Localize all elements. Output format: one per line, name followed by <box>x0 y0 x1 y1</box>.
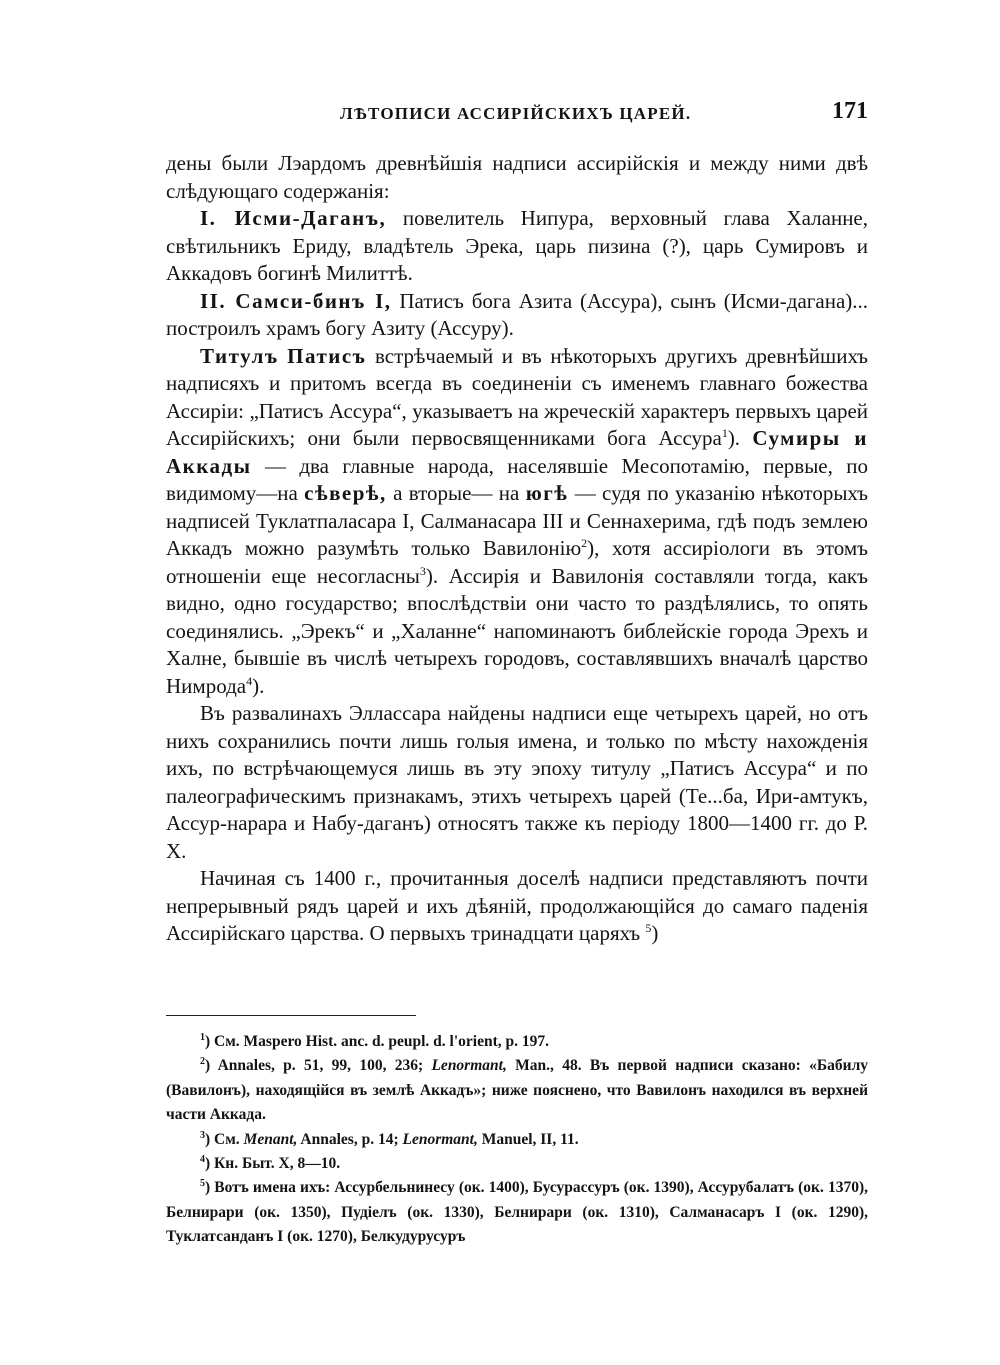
text-sumiry-akkady: Сумиры и Аккады <box>166 426 868 478</box>
inscription-1-text: повелитель Нипура, верховный глава Халанне, свѣтильникъ Ериду, владѣтель Эрека, царь пизина (?), царь Сумировъ и Аккадовъ богинѣ Милиттѣ. <box>166 206 869 285</box>
footnote-4-text: ) Кн. Быт. X, 8—10. <box>205 1155 341 1173</box>
paragraph-ellasar <box>166 700 868 865</box>
text-segment: а вторые— на <box>393 481 520 505</box>
footnote-4-mark: 4 <box>200 1153 205 1165</box>
footnote-2 <box>166 1054 868 1127</box>
footnote-2-author: Lenormant, <box>431 1057 507 1075</box>
page-number: 171 <box>832 98 868 124</box>
text-segment: — судя по указанію нѣкоторыхъ надписей Туклатпаласара I, Салманасара III и Сеннахерима, гдѣ подъ землею Аккадъ можно разумѣть только Вавилонію <box>166 481 868 560</box>
footnote-3-text-end: Manuel, II, 11. <box>481 1130 579 1148</box>
paragraph-intro-text: дены были Лэардомъ древнѣйшія надписи ассирійскія и между ними двѣ слѣдующаго содержанія: <box>166 151 868 203</box>
paragraph-1400-text: Начиная съ 1400 г., прочитанныя доселѣ надписи представляютъ почти непрерывный рядъ царей и ихъ дѣяній, продолжающійся до самаго паденія Ассирійскаго царства. О первыхъ тринадцати царяхъ <box>166 866 868 945</box>
paragraph-inscription-2 <box>166 288 868 343</box>
footnote-1-mark: 1 <box>200 1031 205 1043</box>
footnote-5-mark: 5 <box>200 1178 205 1190</box>
running-title: ЛѢТОПИСИ АССИРІЙСКИХЪ ЦАРЕЙ. <box>340 104 692 123</box>
text-segment: ), хотя ассиріологи въ этомъ отношеніи еще несогласны <box>166 536 868 588</box>
footnote-3-text: ) См. <box>205 1130 240 1148</box>
footnotes <box>166 1030 868 1250</box>
footnote-divider <box>166 1015 416 1016</box>
footnote-3 <box>166 1128 868 1152</box>
footnote-4 <box>166 1152 868 1176</box>
footnote-ref-5[interactable]: 5 <box>645 921 652 935</box>
text-titul: Титулъ <box>200 343 279 368</box>
inscription-2-label: II. Самси-бинъ I, <box>200 288 392 313</box>
paragraph-1400 <box>166 865 868 948</box>
text-segment: — два главные народа, населявшіе Месопотамію, первые, по видимому—на <box>166 453 869 505</box>
inscription-2-text: Патисъ бога Азита (Ассура), сынъ (Исми-дагана)... построилъ храмъ богу Азиту (Ассуру). <box>166 288 869 340</box>
footnote-ref-1[interactable]: 1 <box>721 426 728 440</box>
text-patis: Патисъ <box>287 343 367 368</box>
main-text <box>166 150 868 948</box>
footnote-2-text: ) Annales, p. 51, 99, 100, 236; <box>205 1057 424 1075</box>
footnote-3-author-2: Lenormant, <box>402 1130 478 1148</box>
footnote-5-text: ) Вотъ имена ихъ: Ассурбельнинесу (ок. 1400), Бусурассуръ (ок. 1390), Ассурубалатъ (ок. 1370), Белнирари (ок. 1350), Пудіелъ (ок. 1330), Белнирари (ок. 1310), Салманасаръ I (ок. 1290), Туклатсанданъ I (ок. 1270), Белкудурусуръ <box>166 1179 868 1246</box>
paragraph-inscription-1 <box>166 205 868 288</box>
text-segment: ). <box>727 426 741 450</box>
paragraph-intro <box>166 150 868 205</box>
footnote-1 <box>166 1030 868 1054</box>
footnote-1-text: ) См. Maspero Hist. anc. d. peupl. d. l'orient, p. 197. <box>205 1033 549 1050</box>
footnote-ref-3[interactable]: 3 <box>419 563 426 578</box>
page-header <box>340 98 868 128</box>
paragraph-ellasar-text: Въ развалинахъ Эллассара найдены надписи еще четырехъ царей, но отъ нихъ сохранились почти лишь голыя имена, и только по мѣсту нахожденія ихъ, по встрѣчающемуся лишь въ эту эпоху титулу „Патисъ Ассура“ и по палеографическимъ признакамъ, этихъ четырехъ царей (Те...ба, Ири-амтукъ, Ассур-нарара и Набу-даганъ) относятъ также къ періоду 1800—1400 гг. до Р. Х. <box>166 701 868 863</box>
inscription-1-label: I. Исми-Даганъ, <box>200 206 387 230</box>
text-severe: сѣверѣ, <box>304 481 387 505</box>
footnote-3-text-mid: Annales, p. 14; <box>300 1130 399 1148</box>
text-yuge: югѣ <box>525 481 569 505</box>
text-segment: ). Ассирія и Вавилонія составляли тогда, какъ видно, одно государство; впослѣдствіи они часто то раздѣлялись, то опять соединялись. „Эрекъ“ и „Халанне“ напоминаютъ библейскіе города Эрехъ и Халне, бывшіе въ числѣ четырехъ городовъ, составлявшихъ вначалѣ царство Нимрода <box>166 563 868 698</box>
footnote-3-author-1: Menant, <box>243 1130 298 1148</box>
footnote-3-mark: 3 <box>200 1129 205 1141</box>
footnote-2-mark: 2 <box>200 1056 205 1068</box>
footnote-ref-4[interactable]: 4 <box>246 673 253 688</box>
text-segment: ) <box>651 921 659 945</box>
footnote-ref-2[interactable]: 2 <box>581 536 588 550</box>
text-segment: встрѣчаемый и въ нѣкоторыхъ другихъ древнѣйшихъ надписяхъ и притомъ всегда въ соединеніи съ именемъ главнаго божества Ассиріи: „Патисъ Ассура“, указываетъ на жреческій характеръ первыхъ царей Ассирійскихъ; они были первосвященниками бога Ассура <box>166 343 869 450</box>
footnote-2-text-cont: Man., 48. Въ первой надписи сказано: «Бабилу (Вавилонъ), находящійся въ землѣ Аккадъ»; ниже пояснено, что Вавилонъ находился въ верхней части Аккада. <box>166 1057 869 1124</box>
paragraph-title-patis <box>166 343 868 701</box>
text-segment: ). <box>252 673 265 698</box>
footnote-5 <box>166 1176 868 1249</box>
